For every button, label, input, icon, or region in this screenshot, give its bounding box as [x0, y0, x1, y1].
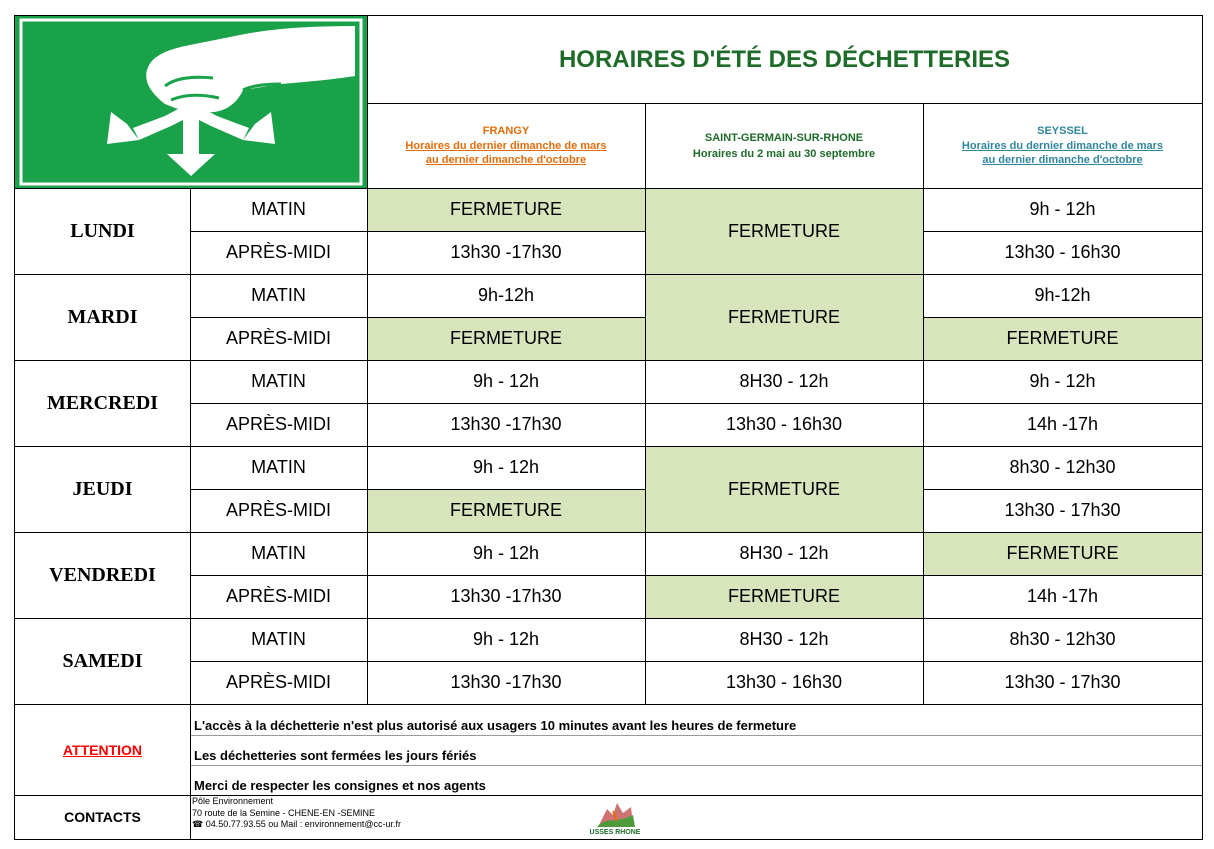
notice-line-3: Merci de respecter les consignes et nos agents	[194, 777, 486, 793]
period-afternoon-vendredi: APRÈS-MIDI	[225, 586, 331, 606]
schedule-sheet	[14, 15, 1203, 840]
day-label-samedi: SAMEDI	[62, 649, 143, 672]
hours-seyssel-morning-vendredi: FERMETURE	[923, 532, 1202, 575]
site-subtitle-frangy-2: au dernier dimanche d'octobre	[425, 154, 587, 166]
site-name-saint-germain: SAINT-GERMAIN-SUR-RHONE	[704, 131, 864, 144]
period-morning-mercredi: MATIN	[251, 371, 306, 391]
day-label-mardi: MARDI	[67, 305, 138, 328]
hours-frangy-afternoon-vendredi: 13h30 -17h30	[450, 586, 562, 606]
usses-rhone-logo	[580, 796, 650, 838]
period-afternoon-lundi: APRÈS-MIDI	[225, 242, 331, 262]
usses-rhone-logo-icon	[593, 799, 637, 829]
contact-line-3: ☎ 04.50.77.93.55 ou Mail : environnement@cc-ur.fr	[192, 819, 401, 829]
hours-seyssel-morning-jeudi: 8h30 - 12h30	[1009, 457, 1116, 477]
hours-saint-germain-afternoon-vendredi: FERMETURE	[645, 575, 923, 618]
site-subtitle-seyssel-2: au dernier dimanche d'octobre	[982, 154, 1143, 166]
hours-saint-germain-morning-vendredi: 8H30 - 12h	[739, 543, 829, 563]
hours-seyssel-afternoon-jeudi: 13h30 - 17h30	[1004, 500, 1121, 520]
hours-frangy-afternoon-lundi: 13h30 -17h30	[450, 242, 562, 262]
site-subtitle-frangy-1: Horaires du dernier dimanche de mars	[405, 140, 607, 152]
period-morning-samedi: MATIN	[251, 629, 306, 649]
period-morning-lundi: MATIN	[251, 199, 306, 219]
hours-saint-germain-afternoon-mercredi: 13h30 - 16h30	[725, 414, 843, 434]
site-header-saint-germain	[645, 103, 923, 188]
contact-line-1: Pôle Environnement	[192, 796, 274, 806]
hours-seyssel-morning-mardi: 9h-12h	[1034, 285, 1091, 305]
hours-saint-germain-morning-mercredi: 8H30 - 12h	[739, 371, 829, 391]
hours-frangy-afternoon-jeudi: FERMETURE	[367, 489, 645, 532]
period-morning-vendredi: MATIN	[251, 543, 306, 563]
period-morning-mardi: MATIN	[251, 285, 306, 305]
hours-seyssel-afternoon-lundi: 13h30 - 16h30	[1004, 242, 1121, 262]
hours-saint-germain-morning-samedi: 8H30 - 12h	[739, 629, 829, 649]
day-label-vendredi: VENDREDI	[49, 563, 156, 586]
hours-seyssel-morning-mercredi: 9h - 12h	[1029, 371, 1096, 391]
hours-frangy-morning-mardi: 9h-12h	[477, 285, 535, 305]
notice-line-1: L'accès à la déchetterie n'est plus autorisé aux usagers 10 minutes avant les heures de fermeture	[194, 718, 797, 733]
hours-frangy-morning-lundi: FERMETURE	[367, 188, 645, 231]
hours-saint-germain-lundi: FERMETURE	[645, 188, 923, 274]
site-name-seyssel: SEYSSEL	[1037, 125, 1088, 137]
hours-frangy-morning-jeudi: 9h - 12h	[472, 457, 540, 477]
hours-seyssel-afternoon-mercredi: 14h -17h	[1026, 414, 1099, 434]
contacts-label-cell	[15, 795, 190, 839]
day-label-lundi: LUNDI	[70, 219, 135, 242]
contact-line-2: 70 route de la Semine - CHENE-EN -SEMINE	[192, 807, 376, 818]
period-afternoon-mardi: APRÈS-MIDI	[225, 328, 331, 348]
period-afternoon-mercredi: APRÈS-MIDI	[225, 414, 331, 434]
usses-rhone-logo-text: USSES RHONE	[589, 828, 641, 836]
hours-seyssel-afternoon-mardi: FERMETURE	[923, 317, 1202, 360]
site-subtitle-saint-germain: Horaires du 2 mai au 30 septembre	[692, 147, 876, 160]
hours-seyssel-afternoon-vendredi: 14h -17h	[1026, 586, 1099, 606]
site-name-frangy: FRANGY	[482, 125, 530, 137]
hours-frangy-morning-samedi: 9h - 12h	[472, 629, 540, 649]
site-header-frangy	[367, 103, 645, 188]
hours-frangy-afternoon-mercredi: 13h30 -17h30	[450, 414, 562, 434]
hours-frangy-morning-vendredi: 9h - 12h	[472, 543, 540, 563]
logo	[15, 16, 367, 188]
notice-line-2: Les déchetteries sont fermées les jours fériés	[194, 747, 477, 763]
hours-seyssel-afternoon-samedi: 13h30 - 17h30	[1004, 672, 1121, 692]
period-afternoon-samedi: APRÈS-MIDI	[225, 672, 331, 692]
day-label-mercredi: MERCREDI	[46, 391, 159, 414]
site-subtitle-seyssel-1: Horaires du dernier dimanche de mars	[961, 140, 1164, 152]
hours-saint-germain-mardi: FERMETURE	[645, 274, 923, 360]
hours-frangy-afternoon-samedi: 13h30 -17h30	[450, 672, 562, 692]
contact-info	[190, 795, 580, 839]
site-header-seyssel	[923, 103, 1202, 188]
hours-saint-germain-afternoon-samedi: 13h30 - 16h30	[725, 672, 843, 692]
hours-seyssel-morning-samedi: 8h30 - 12h30	[1009, 629, 1116, 649]
day-label-jeudi: JEUDI	[72, 477, 133, 500]
hours-frangy-afternoon-mardi: FERMETURE	[367, 317, 645, 360]
attention-label: ATTENTION	[62, 741, 143, 758]
period-morning-jeudi: MATIN	[251, 457, 306, 477]
hours-seyssel-morning-lundi: 9h - 12h	[1029, 199, 1096, 219]
hours-saint-germain-jeudi: FERMETURE	[645, 446, 923, 532]
hours-frangy-morning-mercredi: 9h - 12h	[472, 371, 540, 391]
contacts-label: CONTACTS	[64, 809, 141, 825]
hand-arrows-icon	[15, 16, 367, 188]
attention-label-cell	[15, 704, 190, 795]
period-afternoon-jeudi: APRÈS-MIDI	[225, 500, 331, 520]
page-title: HORAIRES D'ÉTÉ DES DÉCHETTERIES	[558, 45, 1011, 73]
